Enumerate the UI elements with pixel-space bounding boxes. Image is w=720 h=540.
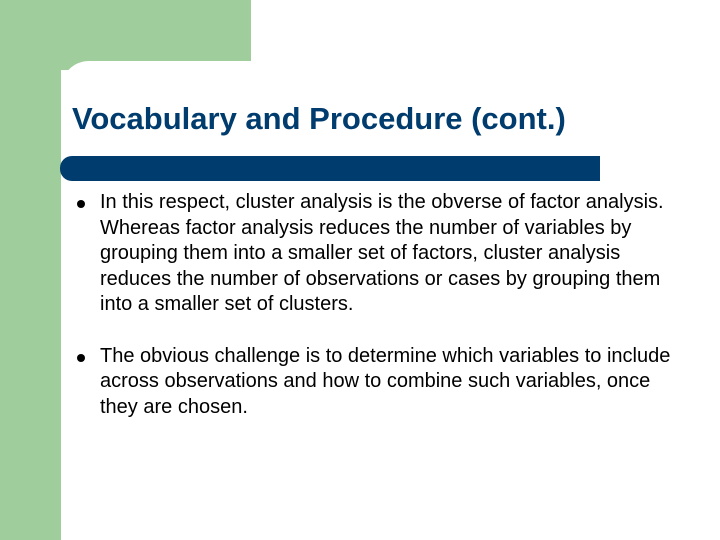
title-underline-bar — [60, 156, 600, 181]
decorative-green-stripe-left — [0, 0, 61, 540]
bullet-dot-icon — [77, 354, 85, 362]
bullet-item — [72, 190, 672, 318]
slide-title: Vocabulary and Procedure (cont.) — [72, 101, 566, 136]
bullet-dot-icon — [77, 200, 85, 208]
bullet-item — [72, 344, 672, 421]
bullet-text: In this respect, cluster analysis is the obverse of factor analysis. Whereas factor analysis reduces the number of variables by grouping them into a smaller set of factors, cluster analysis reduces the number of observations or cases by grouping them into a smaller set of clusters. — [100, 191, 664, 315]
bullet-list — [72, 190, 672, 420]
bullet-text: The obvious challenge is to determine which variables to include across observations and how to combine such variables, once they are chosen. — [100, 344, 671, 418]
